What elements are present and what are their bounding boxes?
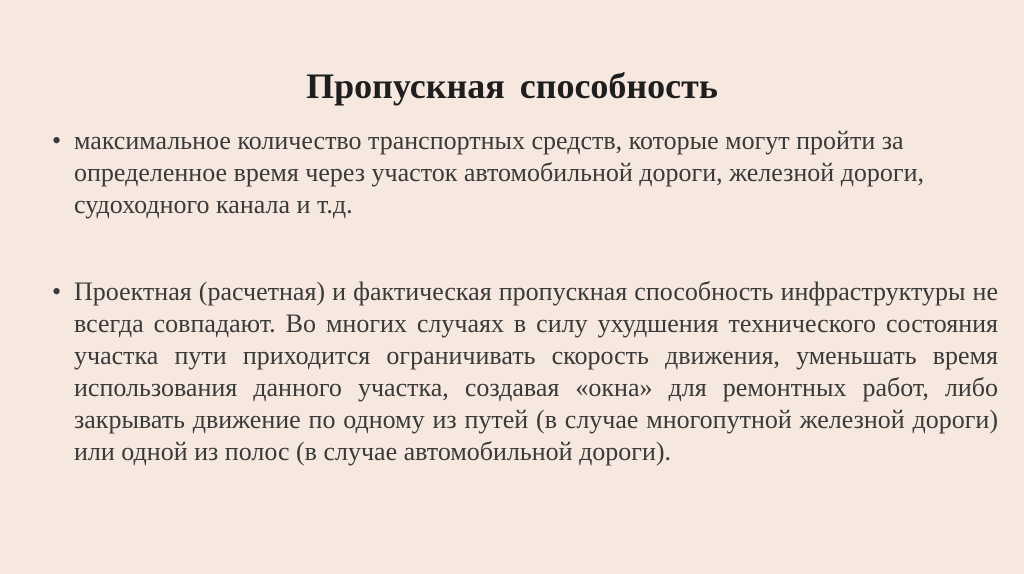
bullet-text: максимальное количество транспортных средств, которые могут пройти за определенное время через участок автомобильной дороги, железной дороги, судоходного канала и т.д. [74, 126, 925, 219]
bullet-text: Проектная (расчетная) и фактическая пропускная способность инфраструктуры не всегда совпадают. Во многих случаях в силу ухудшения технического состояния участка пути приходится ограничивать скорость движения, уменьшать время использования данного участка, создавая «окна» для ремонтных работ, либо закрывать движение по одному из путей (в случае многопутной железной дороги) или одной из полос (в случае автомобильной дороги). [74, 277, 998, 466]
bullet-marker: • [52, 126, 62, 155]
bullet-marker: • [52, 277, 62, 306]
slide-title: Пропускная способность [306, 66, 718, 106]
bullet-item-definition [52, 125, 998, 221]
bullet-item-explanation [52, 276, 998, 468]
